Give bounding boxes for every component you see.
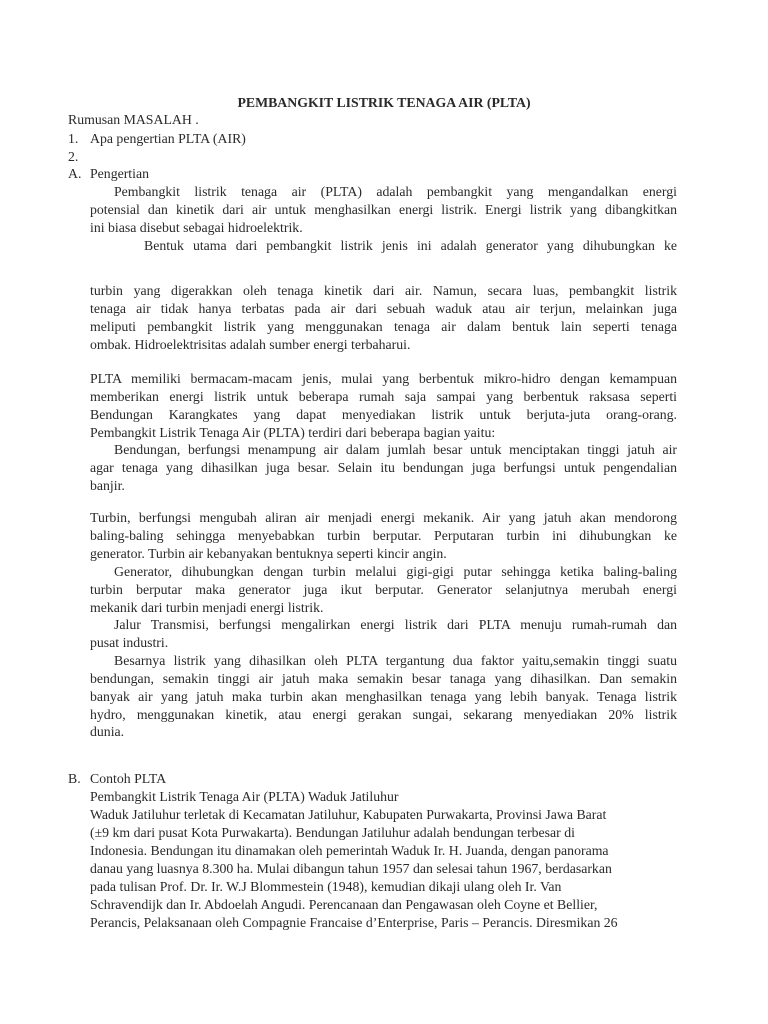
- rumusan-item-number: 1.: [68, 131, 79, 146]
- paragraph-line: Bendungan Karangkates yang dapat menyediakan listrik untuk berjuta-juta orang-orang.: [90, 407, 677, 422]
- section-number: A.: [68, 166, 82, 181]
- paragraph-line: meliputi pembangkit listrik yang menggunakan tenaga air dalam bentuk lain seperti tenaga: [90, 319, 677, 334]
- paragraph-line: Indonesia. Bendungan itu dinamakan oleh pemerintah Waduk Ir. H. Juanda, dengan panorama: [90, 843, 609, 858]
- paragraph-line: banyak air yang jatuh maka turbin akan menghasilkan tenaga yang lebih banyak. Tenaga listrik: [90, 689, 677, 704]
- paragraph-line: pusat industri.: [90, 635, 169, 650]
- paragraph-line: Waduk Jatiluhur terletak di Kecamatan Jatiluhur, Kabupaten Purwakarta, Provinsi Jawa Barat: [90, 807, 607, 822]
- document-title: PEMBANGKIT LISTRIK TENAGA AIR (PLTA): [237, 95, 531, 110]
- paragraph-line: Schravendijk dan Ir. Abdoelah Angudi. Perencanaan dan Pengawasan oleh Coyne et Bellier,: [90, 897, 598, 912]
- paragraph-line: ini biasa disebut sebagai hidroelektrik.: [90, 220, 303, 235]
- paragraph-line: dunia.: [90, 724, 125, 739]
- rumusan-heading: Rumusan MASALAH .: [68, 112, 199, 127]
- section-heading: Contoh PLTA: [90, 771, 167, 786]
- paragraph-line: bendungan, semakin tinggi air jatuh maka semakin besar tanaga yang dihasilkan. Dan semakin: [90, 671, 677, 686]
- section-heading: Pengertian: [90, 166, 150, 181]
- paragraph-line: (±9 km dari pusat Kota Purwakarta). Bendungan Jatiluhur adalah bendungan terbesar di: [90, 825, 575, 840]
- paragraph-line: Perancis, Pelaksanaan oleh Compagnie Francaise d’Enterprise, Paris – Perancis. Diresmikan 26: [90, 915, 618, 930]
- paragraph-line: agar tenaga yang dihasilkan juga besar. Selain itu bendungan juga berfungsi untuk pengendalian: [90, 460, 677, 475]
- paragraph-line: memberikan energi listrik untuk beberapa rumah saja sampai yang berbentuk raksasa seperti: [90, 389, 677, 404]
- paragraph-line: Pembangkit Listrik Tenaga Air (PLTA) terdiri dari beberapa bagian yaitu:: [90, 425, 496, 440]
- paragraph-line: tenaga air tidak hanya terbatas pada air dari sebuah waduk atau air terjun, melainkan juga: [90, 301, 677, 316]
- paragraph-line: turbin berputar maka generator juga ikut berputar. Generator selanjutnya merubah energi: [90, 582, 677, 597]
- rumusan-item-text: Apa pengertian PLTA (AIR): [90, 131, 246, 146]
- paragraph-line: Jalur Transmisi, berfungsi mengalirkan energi listrik dari PLTA menuju rumah-rumah dan: [114, 617, 677, 632]
- section-number: B.: [68, 771, 81, 786]
- paragraph-line: Pembangkit Listrik Tenaga Air (PLTA) Waduk Jatiluhur: [90, 789, 399, 804]
- paragraph-line: Generator, dihubungkan dengan turbin melalui gigi-gigi putar sehingga ketika baling-baling: [114, 564, 677, 579]
- paragraph-line: turbin yang digerakkan oleh tenaga kinetik dari air. Namun, secara luas, pembangkit listrik: [90, 283, 677, 298]
- paragraph-line: baling-baling sehingga menyebabkan turbin berputar. Perputaran turbin ini dihubungkan ke: [90, 528, 677, 543]
- paragraph-line: Bendungan, berfungsi menampung air dalam jumlah besar untuk menciptakan tinggi jatuh air: [114, 442, 677, 457]
- paragraph-line: Bentuk utama dari pembangkit listrik jenis ini adalah generator yang dihubungkan ke: [144, 238, 677, 253]
- paragraph-line: mekanik dari turbin menjadi energi listrik.: [90, 600, 324, 615]
- paragraph-line: danau yang luasnya 8.300 ha. Mulai dibangun tahun 1957 dan selesai tahun 1967, berdasarkan: [90, 861, 612, 876]
- paragraph-line: Pembangkit listrik tenaga air (PLTA) adalah pembangkit yang mengandalkan energi: [114, 184, 677, 199]
- paragraph-line: Besarnya listrik yang dihasilkan oleh PLTA tergantung dua faktor yaitu,semakin tinggi suatu: [114, 653, 677, 668]
- paragraph-line: Turbin, berfungsi mengubah aliran air menjadi energi mekanik. Air yang jatuh akan mendorong: [90, 510, 677, 525]
- paragraph-line: ombak. Hidroelektrisitas adalah sumber energi terbaharui.: [90, 337, 411, 352]
- paragraph-line: hydro, menggunakan kinetik, atau energi gerakan sungai, sekarang menyediakan 20% listrik: [90, 707, 677, 722]
- paragraph-line: generator. Turbin air kebanyakan bentuknya seperti kincir angin.: [90, 546, 447, 561]
- paragraph-line: banjir.: [90, 478, 125, 493]
- paragraph-line: PLTA memiliki bermacam-macam jenis, mulai yang berbentuk mikro-hidro dengan kemampuan: [90, 371, 677, 386]
- paragraph-line: pada tulisan Prof. Dr. Ir. W.J Blommestein (1948), kemudian dikaji ulang oleh Ir. Van: [90, 879, 562, 894]
- paragraph-line: potensial dan kinetik dari air untuk menghasilkan energi listrik. Energi listrik yang dibangkitkan: [90, 202, 677, 217]
- rumusan-item-number: 2.: [68, 149, 79, 164]
